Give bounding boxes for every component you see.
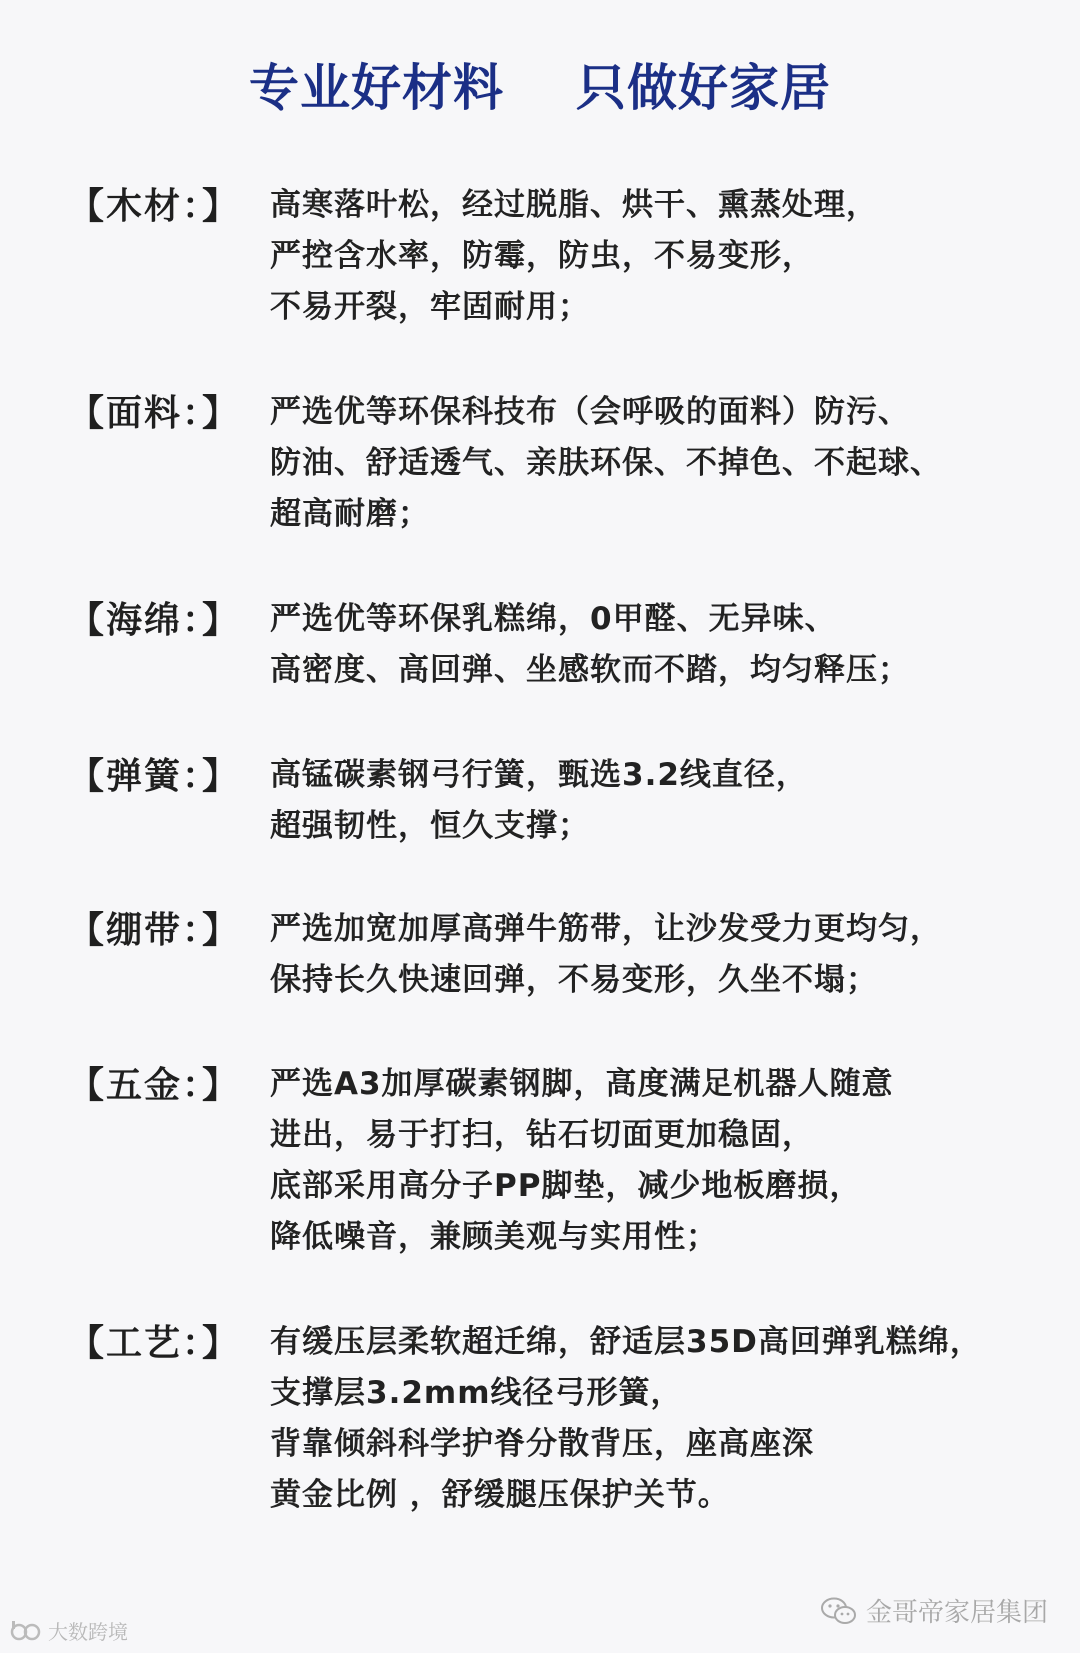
section-label: 【弹簧：】 (68, 756, 241, 797)
section-line: 超高耐磨； (270, 496, 430, 532)
section-line: 黄金比例 ，舒缓腿压保护关节。 (270, 1477, 730, 1513)
section-line: 高锰碳素钢弓行簧，甄选3.2线直径， (270, 757, 808, 793)
section-label: 【绷带：】 (68, 910, 241, 951)
headline-right: 只做好家居 (576, 59, 831, 117)
page-headline (0, 48, 1080, 120)
section-body (270, 750, 1040, 852)
section-label: 【面料：】 (68, 393, 241, 434)
wechat-icon (820, 1596, 858, 1626)
section-line: 超强韧性，恒久支撑； (270, 808, 590, 844)
section-body (270, 1059, 1040, 1263)
section-line: 降低噪音，兼顾美观与实用性； (270, 1219, 718, 1255)
watermark-left-text: 大数跨境 (48, 1620, 128, 1644)
section-body (270, 1317, 1040, 1521)
section-line: 高密度、高回弹、坐感软而不踏，均匀释压； (270, 652, 910, 688)
section-line: 支撑层3.2mm线径弓形簧， (270, 1375, 683, 1411)
section-label: 【木材：】 (68, 186, 241, 227)
brand-logo-icon (10, 1618, 44, 1644)
section-line: 高寒落叶松，经过脱脂、烘干、熏蒸处理， (270, 187, 878, 223)
section-line: 严选优等环保乳糕绵，0甲醛、无异味、 (270, 601, 837, 637)
section-body (270, 904, 1040, 1006)
section-line: 严控含水率，防霉，防虫，不易变形， (270, 238, 814, 274)
section-line: 防油、舒适透气、亲肤环保、不掉色、不起球、 (270, 445, 942, 481)
section-line: 不易开裂，牢固耐用； (270, 289, 590, 325)
section-line: 严选加宽加厚高弹牛筋带，让沙发受力更均匀， (270, 911, 942, 947)
section-line: 保持长久快速回弹，不易变形，久坐不塌； (270, 962, 878, 998)
headline-left: 专业好材料 (249, 59, 504, 117)
watermark-right-text: 金哥帝家居集团 (865, 1598, 1048, 1628)
section-label: 【五金：】 (68, 1065, 241, 1106)
section-body (270, 594, 1040, 696)
section-body (270, 180, 1040, 333)
section-line: 背靠倾斜科学护脊分散背压，座高座深 (270, 1426, 814, 1462)
section-line: 底部采用高分子PP脚垫，减少地板磨损， (270, 1168, 862, 1204)
watermark-right (820, 1592, 1048, 1629)
section-line: 进出，易于打扫，钻石切面更加稳固， (270, 1117, 814, 1153)
section-label: 【工艺：】 (68, 1323, 241, 1364)
section-line: 严选优等环保科技布（会呼吸的面料）防污、 (270, 394, 910, 430)
section-body (270, 387, 1040, 540)
section-label: 【海绵：】 (68, 600, 241, 641)
section-line: 有缓压层柔软超迁绵，舒适层35D高回弹乳糕绵， (270, 1324, 982, 1360)
watermark-left (10, 1616, 128, 1645)
section-line: 严选A3加厚碳素钢脚，高度满足机器人随意 (270, 1066, 894, 1102)
